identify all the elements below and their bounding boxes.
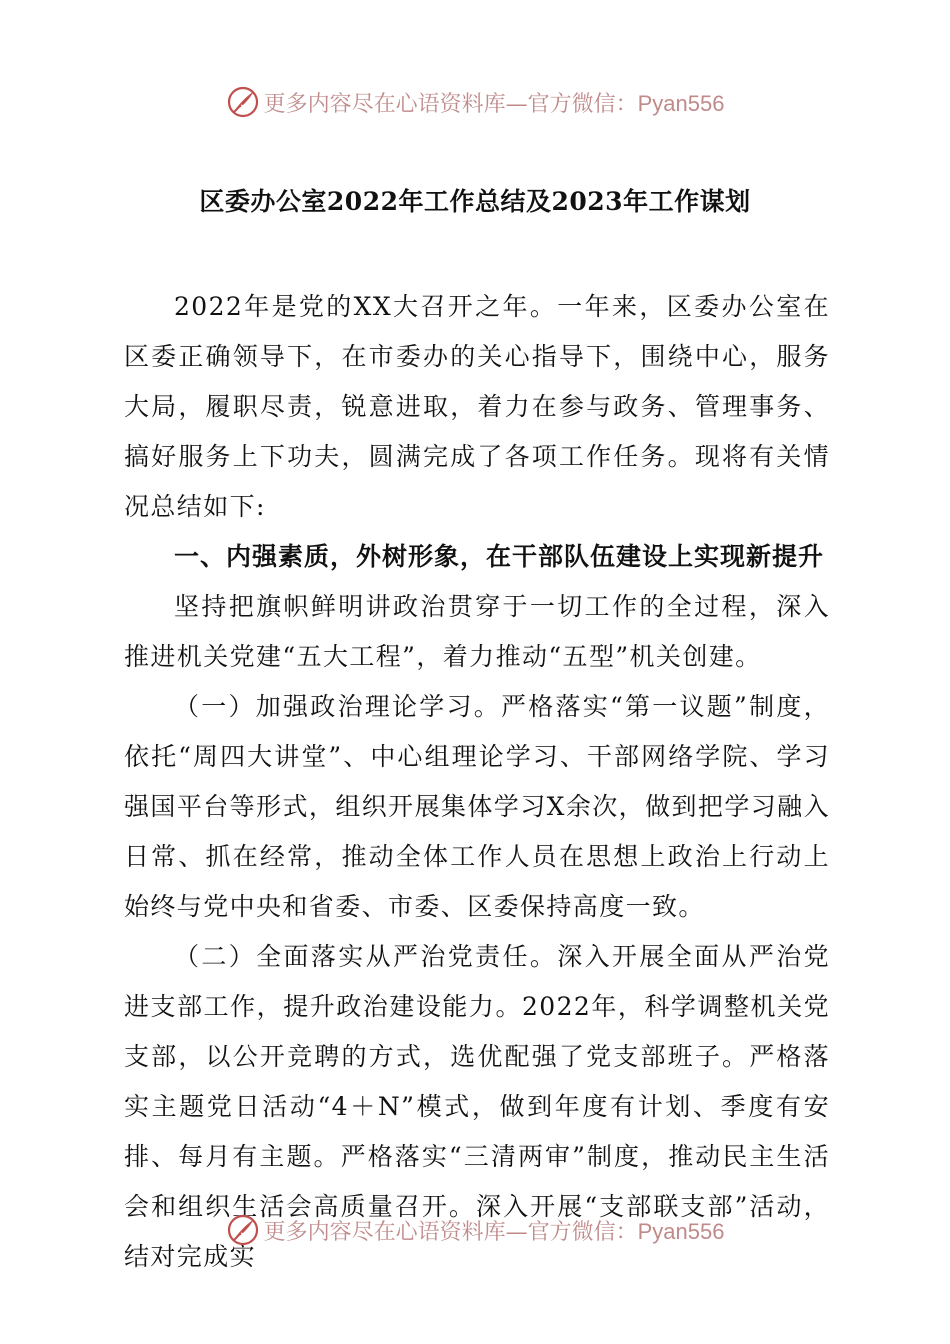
- document-title: 区委办公室2022年工作总结及2023年工作谋划: [199, 187, 751, 216]
- intro-paragraph: 2022年是党的XX大召开之年。一年来，区委办公室在区委正确领导下，在市委办的关心指导下，围绕中心，服务大局，履职尽责，锐意进取，着力在参与政务、管理事务、搞好服务上下功夫，圆满完成了各项工作任务。现将有关情况总结如下:: [124, 292, 830, 521]
- header-watermark-banner: [0, 82, 950, 122]
- subsection-1-paragraph: （一）加强政治理论学习。严格落实“第一议题”制度，依托“周四大讲堂”、中心组理论学习、干部网络学院、学习强国平台等形式，组织开展集体学习X余次，做到把学习融入日常、抓在经常，推动全体工作人员在思想上政治上行动上始终与党中央和省委、市委、区委保持高度一致。: [124, 692, 830, 921]
- wechat-id: Pyan556: [637, 1218, 725, 1244]
- document-body: [124, 282, 830, 1282]
- footer-watermark-banner: [0, 1210, 950, 1250]
- watermark-text: 更多内容尽在心语资料库—官方微信：Pyan556: [263, 1218, 725, 1245]
- quill-logo-icon: [226, 85, 260, 119]
- watermark-text: 更多内容尽在心语资料库—官方微信：Pyan556: [263, 90, 725, 117]
- section-heading-1: 一、内强素质，外树形象，在干部队伍建设上实现新提升: [174, 542, 825, 571]
- quill-logo-icon: [226, 1213, 260, 1247]
- subsection-2-paragraph: （二）全面落实从严治党责任。深入开展全面从严治党进支部工作，提升政治建设能力。2022年，科学调整机关党支部，以公开竞聘的方式，选优配强了党支部班子。严格落实主题党日活动“4＋N”模式，做到年度有计划、季度有安排、每月有主题。严格落实“三清两审”制度，推动民主生活会和组织生活会高质量召开。深入开展“支部联支部”活动，结对完成实: [124, 942, 830, 1271]
- section-1-paragraph: 坚持把旗帜鲜明讲政治贯穿于一切工作的全过程，深入推进机关党建“五大工程”，着力推动“五型”机关创建。: [124, 592, 830, 671]
- wechat-id: Pyan556: [637, 90, 725, 116]
